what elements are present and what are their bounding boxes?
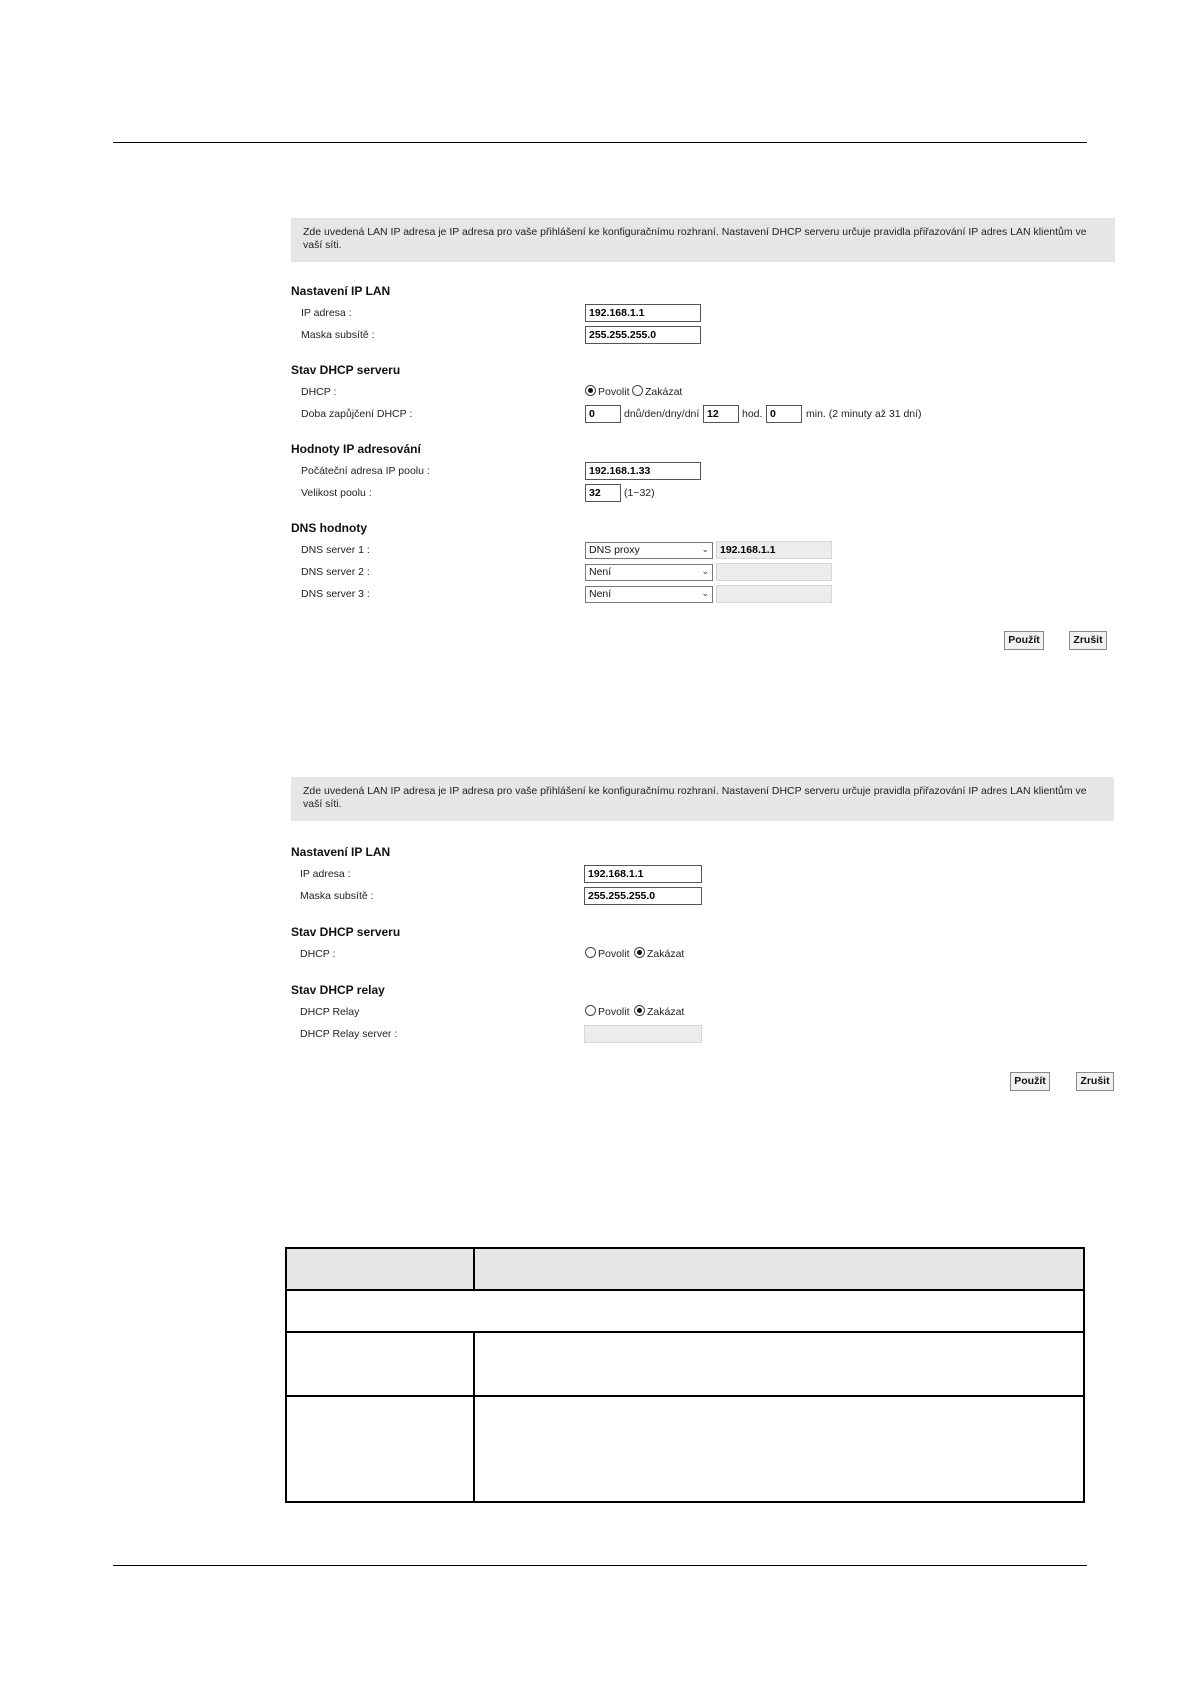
pool-size-label: Velikost poolu :	[301, 487, 372, 499]
dns2-label: DNS server 2 :	[301, 566, 370, 578]
section-title-lan: Nastavení IP LAN	[291, 845, 391, 859]
dns1-value-input: 192.168.1.1	[716, 541, 832, 559]
footer-rule	[113, 1565, 1087, 1566]
pool-start-input[interactable]: 192.168.1.33	[585, 462, 701, 480]
subnet-mask-label: Maska subsítě :	[301, 329, 375, 341]
dns3-select-value: Není	[589, 588, 612, 600]
lease-days-input[interactable]: 0	[585, 405, 621, 423]
dhcp-label: DHCP :	[301, 386, 337, 398]
dns1-select[interactable]	[585, 542, 713, 559]
chevron-down-icon: ⌄	[701, 588, 709, 598]
apply-button[interactable]: Použít	[1004, 631, 1044, 650]
dhcp-enable-radio[interactable]	[585, 385, 596, 396]
subnet-mask-input[interactable]: 255.255.255.0	[585, 326, 701, 344]
relay-disable-label: Zakázat	[647, 1006, 685, 1018]
table-row	[286, 1290, 1084, 1332]
dhcp-disable-label: Zakázat	[647, 948, 685, 960]
section-title-dhcp: Stav DHCP serveru	[291, 925, 401, 939]
pool-start-label: Počáteční adresa IP poolu :	[301, 465, 430, 477]
dns1-select-value: DNS proxy	[589, 544, 640, 556]
ip-address-input[interactable]: 192.168.1.1	[584, 865, 702, 883]
dns3-label: DNS server 3 :	[301, 588, 370, 600]
dhcp-label: DHCP :	[300, 948, 336, 960]
dns3-select[interactable]	[585, 586, 713, 603]
subnet-mask-input[interactable]: 255.255.255.0	[584, 887, 702, 905]
lease-hours-input[interactable]: 12	[703, 405, 739, 423]
section-title-addressing: Hodnoty IP adresování	[291, 442, 421, 456]
dhcp-enable-radio[interactable]	[585, 947, 596, 958]
ip-address-input[interactable]: 192.168.1.1	[585, 304, 701, 322]
dhcp-disable-radio[interactable]	[632, 385, 643, 396]
section-title-lan: Nastavení IP LAN	[291, 284, 391, 298]
table-cell	[474, 1396, 1084, 1502]
ip-address-label: IP adresa :	[300, 868, 351, 880]
dhcp-relay-label: DHCP Relay	[300, 1006, 360, 1018]
relay-disable-radio[interactable]	[634, 1005, 645, 1016]
dns1-label: DNS server 1 :	[301, 544, 370, 556]
table-row	[286, 1396, 1084, 1502]
cancel-button[interactable]: Zrušit	[1069, 631, 1107, 650]
table-header-row	[286, 1248, 1084, 1290]
pool-size-hint: (1~32)	[624, 487, 655, 499]
description-table	[285, 1247, 1085, 1503]
dns2-select-value: Není	[589, 566, 612, 578]
lease-minutes-input[interactable]: 0	[766, 405, 802, 423]
section-title-dhcp: Stav DHCP serveru	[291, 363, 401, 377]
lease-hours-unit: hod.	[742, 408, 763, 420]
table-cell	[286, 1396, 474, 1502]
table-header-cell	[474, 1248, 1084, 1290]
table-row	[286, 1332, 1084, 1396]
table-cell	[286, 1332, 474, 1396]
relay-server-label: DHCP Relay server :	[300, 1028, 398, 1040]
dhcp-disable-radio[interactable]	[634, 947, 645, 958]
table-cell	[474, 1332, 1084, 1396]
dns2-value-input	[716, 563, 832, 581]
header-rule	[113, 142, 1087, 143]
relay-enable-label: Povolit	[598, 1006, 630, 1018]
info-banner: Zde uvedená LAN IP adresa je IP adresa pro vaše přihlášení ke konfiguračnímu rozhraní. Nastavení DHCP serveru určuje pravidla přiřazování IP adres LAN klientům ve vaší síti.	[291, 777, 1114, 821]
dhcp-enable-label: Povolit	[598, 386, 630, 398]
relay-server-input	[584, 1025, 702, 1043]
dhcp-disable-label: Zakázat	[645, 386, 683, 398]
section-title-relay: Stav DHCP relay	[291, 983, 385, 997]
lease-time-label: Doba zapůjčení DHCP :	[301, 408, 413, 420]
dhcp-enable-label: Povolit	[598, 948, 630, 960]
cancel-button[interactable]: Zrušit	[1076, 1072, 1114, 1091]
ip-address-label: IP adresa :	[301, 307, 352, 319]
table-header-cell	[286, 1248, 474, 1290]
dns3-value-input	[716, 585, 832, 603]
chevron-down-icon: ⌄	[701, 566, 709, 576]
chevron-down-icon: ⌄	[701, 544, 709, 554]
section-title-dns: DNS hodnoty	[291, 521, 367, 535]
relay-enable-radio[interactable]	[585, 1005, 596, 1016]
table-group-cell	[286, 1290, 1084, 1332]
pool-size-input[interactable]: 32	[585, 484, 621, 502]
lease-days-unit: dnů/den/dny/dní	[624, 408, 700, 420]
info-banner: Zde uvedená LAN IP adresa je IP adresa pro vaše přihlášení ke konfiguračnímu rozhraní. Nastavení DHCP serveru určuje pravidla přiřazování IP adres LAN klientům ve vaší síti.	[291, 218, 1115, 262]
dns2-select[interactable]	[585, 564, 713, 581]
apply-button[interactable]: Použít	[1010, 1072, 1050, 1091]
lease-minutes-unit: min. (2 minuty až 31 dní)	[806, 408, 922, 420]
subnet-mask-label: Maska subsítě :	[300, 890, 374, 902]
